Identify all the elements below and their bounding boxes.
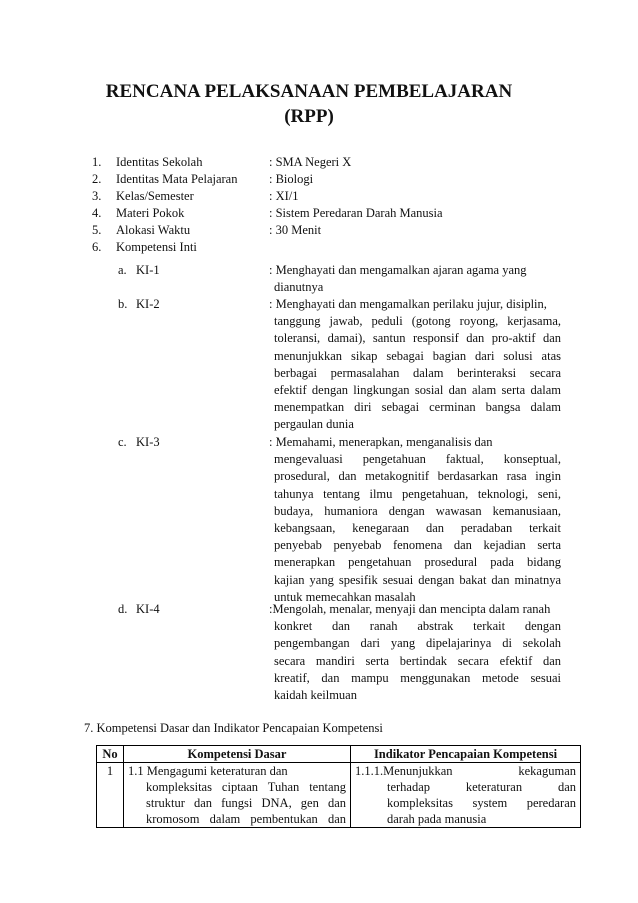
ki-line: kajian yang spesifik sesuai dengan bakat dan minatnya [274, 572, 561, 587]
ki-line: kaidah keilmuan [274, 688, 357, 703]
ki-line: pengembangan dari yang dipelajarinya di sekolah [274, 636, 561, 651]
ki-line: efektif dengan lingkungan sosial dan alam serta dalam [274, 383, 561, 398]
ki-line: toleransi, damai), santun responsif dan pro-aktif dan [274, 331, 561, 346]
kd-line: kompleksitas ciptaan Tuhan tentang [146, 780, 346, 794]
identity-label: Kompetensi Inti [116, 240, 197, 254]
ki-line: menunjukkan sikap sebagai bagian dari solusi atas [274, 348, 561, 363]
identity-label: Identitas Mata Pelajaran [116, 172, 238, 186]
kd-line: struktur dan fungsi DNA, gen dan [146, 796, 346, 810]
header-no: No [97, 746, 124, 763]
document-title: RENCANA PELAKSANAAN PEMBELAJARAN [105, 81, 513, 102]
cell-kompetensi-dasar [124, 763, 351, 828]
ki-line: : Menghayati dan mengamalkan perilaku jujur, disiplin, [269, 297, 547, 311]
ki-line: dianutnya [274, 280, 324, 295]
ki-line: : Memahami, menerapkan, menganalisis dan [269, 435, 493, 449]
table-header-row [97, 746, 581, 763]
cell-indikator [351, 763, 581, 828]
ip-line: 1.1.1.Menunjukkan kekaguman [355, 764, 576, 778]
ki-line: untuk memecahkan masalah [274, 589, 416, 604]
identity-value: : SMA Negeri X [269, 155, 352, 169]
section-7-heading: 7. Kompetensi Dasar dan Indikator Pencapaian Kompetensi [84, 721, 383, 735]
ip-line: darah pada manusia [387, 812, 487, 826]
identity-row [0, 154, 638, 171]
identity-row [0, 171, 638, 188]
ki-line: berbagai permasalahan dalam berinteraksi secara [274, 365, 561, 380]
ki-line: kebangsaan, kenegaraan dan peradaban terkait [274, 521, 561, 536]
identity-label: Kelas/Semester [116, 189, 194, 203]
ki-line: menerapkan pengetahuan prosedural pada bidang [274, 555, 561, 570]
header-kompetensi-dasar: Kompetensi Dasar [124, 746, 351, 763]
ki-line: tahunya tentang ilmu pengetahuan, teknologi, seni, [274, 486, 561, 501]
identity-value: : XI/1 [269, 189, 299, 203]
ki-letter: a. [118, 263, 127, 277]
header-indikator: Indikator Pencapaian Kompetensi [351, 746, 581, 763]
identity-value: : 30 Menit [269, 223, 322, 237]
ki-line: menempatkan diri sebagai cerminan bangsa dalam [274, 400, 561, 415]
identity-row [0, 205, 638, 222]
document-subtitle: (RPP) [284, 106, 334, 127]
ki-description [269, 601, 561, 704]
ki-line: tanggung jawab, peduli (gotong royong, kerjasama, [274, 314, 561, 329]
ip-line: terhadap keteraturan dan [387, 780, 576, 794]
ki-label: KI-2 [136, 297, 160, 311]
ki-line: budaya, humaniora dengan wawasan kemanusiaan, [274, 503, 561, 518]
cell-no: 1 [97, 763, 124, 828]
identity-row [0, 222, 638, 239]
identity-number: 3. [92, 189, 102, 203]
ki-line: penyebab penyebab fenomena dan kejadian serta [274, 538, 561, 553]
identity-row [0, 239, 638, 256]
ki-line: : Menghayati dan mengamalkan ajaran agama yang [269, 263, 527, 277]
identity-number: 6. [92, 240, 102, 254]
identity-value: : Biologi [269, 172, 314, 186]
ki-line: secara mandiri serta bertindak secara efektif dan [274, 653, 561, 668]
ki-line: konkret dan ranah abstrak terkait dengan [274, 619, 561, 634]
ip-line: kompleksitas system peredaran [387, 796, 576, 810]
identity-label: Materi Pokok [116, 206, 185, 220]
ki-description [269, 262, 561, 296]
ki-letter: c. [118, 435, 127, 449]
ki-label: KI-4 [136, 602, 160, 616]
ki-letter: d. [118, 602, 128, 616]
ki-line: mengevaluasi pengetahuan faktual, konseptual, [274, 452, 561, 467]
identity-label: Alokasi Waktu [116, 223, 191, 237]
ki-line: kreatif, dan mampu menggunakan metode sesuai [274, 670, 561, 685]
identity-row [0, 188, 638, 205]
kd-line: kromosom dalam pembentukan dan [146, 812, 346, 826]
identity-label: Identitas Sekolah [116, 155, 203, 169]
ki-line: pergaulan dunia [274, 417, 354, 432]
kd-line: 1.1 Mengagumi keteraturan dan [128, 764, 288, 778]
ki-description [269, 296, 561, 434]
identity-value: : Sistem Peredaran Darah Manusia [269, 206, 443, 220]
ki-letter: b. [118, 297, 128, 311]
ki-label: KI-3 [136, 435, 160, 449]
identity-number: 4. [92, 206, 102, 220]
table-row [97, 763, 581, 828]
identity-number: 5. [92, 223, 102, 237]
ki-line: prosedural, dan metakognitif berdasarkan rasa ingin [274, 469, 561, 484]
ki-line: :Mengolah, menalar, menyaji dan mencipta dalam ranah [269, 602, 551, 616]
identity-number: 2. [92, 172, 102, 186]
ki-label: KI-1 [136, 263, 160, 277]
kd-table [96, 745, 581, 828]
ki-description [269, 434, 561, 606]
identity-number: 1. [92, 155, 102, 169]
